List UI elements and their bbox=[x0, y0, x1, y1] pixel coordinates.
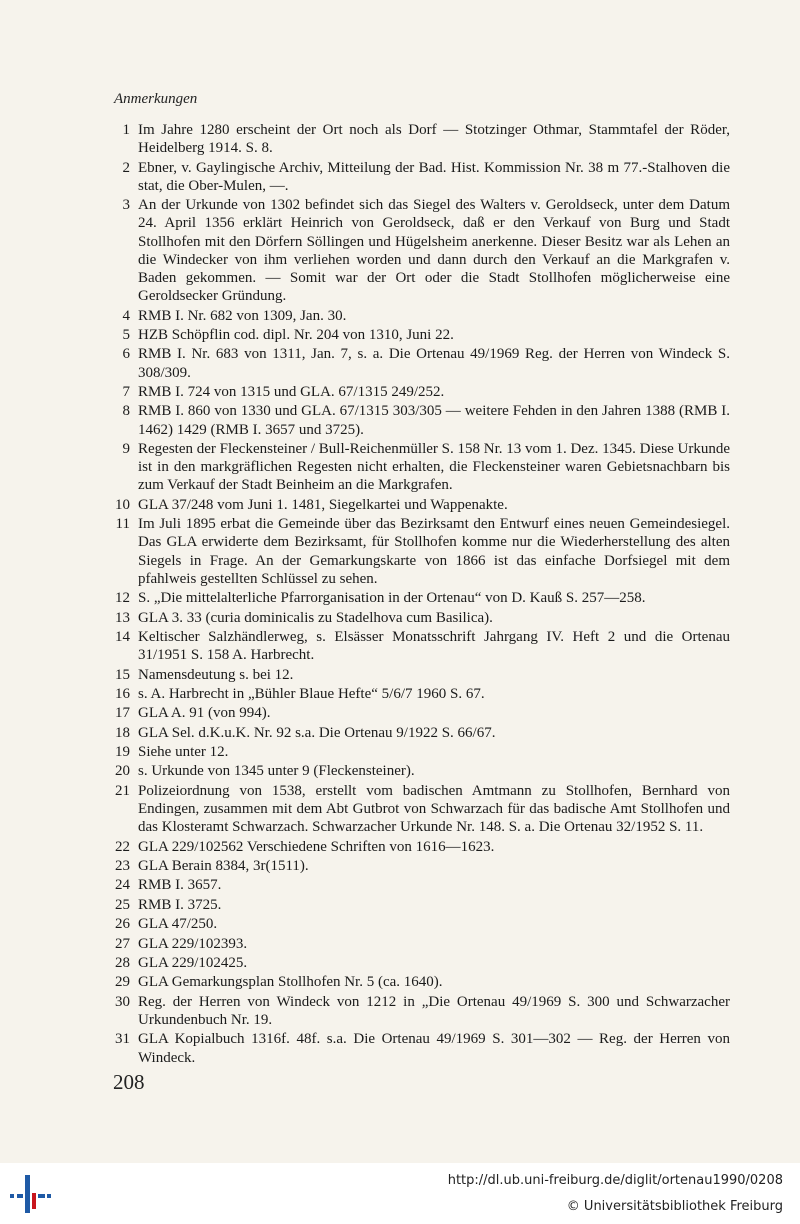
footnote-text: GLA Gemarkungsplan Stollhofen Nr. 5 (ca. 1640). bbox=[138, 974, 443, 991]
footnote-text: GLA 229/102425. bbox=[138, 955, 248, 971]
footnote-text: RMB I. 3657. bbox=[138, 877, 222, 894]
footnote-number: 29 bbox=[115, 974, 130, 991]
footnote bbox=[108, 307, 730, 325]
footnote bbox=[108, 857, 730, 875]
footnote bbox=[108, 993, 730, 1029]
footnote bbox=[108, 915, 730, 933]
footnote-text: Polizeiordnung von 1538, erstellt vom badischen Amtmann zu Stollhofen, Bernhard von Endingen, zusammen mit dem Abt Gutbrot von Schwarzach für das badische Amt Stollhofen und das Klosteramt Schwarzach. Schwarzacher Urkunde Nr. 148. S. a. Die Ortenau 32/1952 S. 11. bbox=[138, 782, 730, 836]
footnote-text: RMB I. 860 von 1330 und GLA. 67/1315 303/305 — weitere Fehden in den Jahren 1388 (RMB I. 1462) 1429 (RMB I. 3657 und 3725). bbox=[138, 403, 730, 438]
footnote-number: 21 bbox=[115, 782, 130, 799]
footnote-text: GLA 3. 33 (curia dominicalis zu Stadelhova cum Basilica). bbox=[138, 609, 493, 626]
footnote-number: 9 bbox=[122, 440, 130, 457]
footnote-number: 12 bbox=[115, 590, 130, 607]
footnote-text: Regesten der Fleckensteiner / Bull-Reichenmüller S. 158 Nr. 13 vom 1. Dez. 1345. Diese Urkunde ist in den markgräflichen Regesten nicht erhalten, die Fleckensteiner waren Gebietsnachbarn bis zum Verkauf der Stadt Beinheim an die Markgrafen. bbox=[138, 440, 730, 494]
footnote bbox=[108, 1030, 730, 1066]
footnote-number: 1 bbox=[122, 122, 130, 138]
footnote-number: 18 bbox=[115, 724, 130, 741]
footnote-text: Im Juli 1895 erbat die Gemeinde über das Bezirksamt den Entwurf eines neuen Gemeindesiegel. Das GLA erwiderte dem Bezirksamt, für Stollhofen komme nur die Wiederherstellung des alten Siegels in Frage. An der Gemarkungskarte von 1866 ist das einfache Dorfsiegel mit dem pfahlweis gestellten Schlüssel zu sehen. bbox=[138, 516, 730, 587]
footnote-text: An der Urkunde von 1302 befindet sich das Siegel des Walters v. Geroldseck, unter dem Datum 24. April 1356 erklärt Heinrich von Geroldseck, daß er den Verkauf von Burg und Stadt Stollhofen mit den Dörfern Söllingen und Hügelsheim anerkenne. Dieser Besitz war als Lehen an die Windecker von ihm verliehen worden und dann durch den Verkauf an die Markgrafen v. Baden gekommen. — Somit war der Ort oder die Stadt Stollhofen möglicherweise eine Geroldsecker Gründung. bbox=[138, 197, 730, 305]
footnote bbox=[108, 666, 730, 684]
footnote-text: GLA 229/102562 Verschiedene Schriften von 1616—1623. bbox=[138, 838, 495, 855]
library-logo-icon bbox=[8, 1171, 52, 1215]
footnote bbox=[108, 782, 730, 837]
footnote-number: 4 bbox=[122, 307, 130, 324]
footnote-number: 20 bbox=[115, 763, 130, 780]
footnote bbox=[108, 515, 730, 588]
footnote-number: 10 bbox=[115, 496, 130, 513]
footnote-number: 15 bbox=[115, 666, 130, 683]
footnote-number: 5 bbox=[122, 326, 130, 343]
footnote bbox=[108, 724, 730, 742]
footnote-text: s. Urkunde von 1345 unter 9 (Fleckensteiner). bbox=[138, 763, 415, 780]
footnote-text: Im Jahre 1280 erscheint der Ort noch als Dorf — Stotzinger Othmar, Stammtafel der Röder, Heidelberg 1914. S. 8. bbox=[138, 122, 730, 157]
footnote-text: HZB Schöpflin cod. dipl. Nr. 204 von 1310, Juni 22. bbox=[138, 326, 454, 343]
footnote-number: 8 bbox=[122, 403, 130, 420]
footnote-number: 19 bbox=[115, 744, 130, 761]
footnote-text: Reg. der Herren von Windeck von 1212 in „Die Ortenau 49/1969 S. 300 und Schwarzacher Urkundenbuch Nr. 19. bbox=[138, 993, 730, 1028]
footnote bbox=[108, 121, 730, 157]
footnote-number: 23 bbox=[115, 858, 130, 875]
footnote bbox=[108, 762, 730, 780]
footnote-number: 22 bbox=[115, 838, 130, 855]
footnote-number: 25 bbox=[115, 896, 130, 913]
footnote-number: 24 bbox=[115, 877, 130, 894]
footnote-number: 2 bbox=[122, 159, 130, 176]
footnote-text: RMB I. Nr. 683 von 1311, Jan. 7, s. a. Die Ortenau 49/1969 Reg. der Herren von Windeck S. 308/309. bbox=[138, 346, 730, 381]
footnote-text: GLA Sel. d.K.u.K. Nr. 92 s.a. Die Ortenau 9/1922 S. 66/67. bbox=[138, 724, 496, 741]
footnote bbox=[108, 935, 730, 953]
footnote-text: GLA 37/248 vom Juni 1. 1481, Siegelkartei und Wappenakte. bbox=[138, 496, 508, 513]
footnote-text: RMB I. Nr. 682 von 1309, Jan. 30. bbox=[138, 307, 347, 324]
copyright-notice: © Universitätsbibliothek Freiburg bbox=[566, 1199, 783, 1214]
footnote-text: GLA 47/250. bbox=[138, 916, 218, 933]
footnote-number: 17 bbox=[115, 705, 130, 722]
footnote-number: 30 bbox=[115, 993, 130, 1010]
footnote bbox=[108, 704, 730, 722]
footnote bbox=[108, 496, 730, 514]
page-number: 208 bbox=[113, 1070, 145, 1094]
footnote bbox=[108, 743, 730, 761]
footnote-text: RMB I. 3725. bbox=[138, 896, 222, 913]
footnote-text: Ebner, v. Gaylingische Archiv, Mitteilung der Bad. Hist. Kommission Nr. 38 m 77.-Stalhoven die stat, die Ober-Mulen, —. bbox=[138, 159, 730, 194]
footnote-number: 16 bbox=[115, 685, 130, 702]
footnote-number: 14 bbox=[115, 628, 130, 645]
footnote bbox=[108, 326, 730, 344]
footnote-number: 6 bbox=[122, 346, 130, 363]
footnote-number: 7 bbox=[122, 383, 130, 400]
footnote-text: s. A. Harbrecht in „Bühler Blaue Hefte“ 5/6/7 1960 S. 67. bbox=[138, 685, 485, 702]
footnote-text: Namensdeutung s. bei 12. bbox=[138, 666, 294, 683]
footnote bbox=[108, 973, 730, 991]
footnote bbox=[108, 383, 730, 401]
footnote bbox=[108, 345, 730, 381]
footnote-text: RMB I. 724 von 1315 und GLA. 67/1315 249/252. bbox=[138, 383, 445, 400]
footnote-text: S. „Die mittelalterliche Pfarrorganisation in der Ortenau“ von D. Kauß S. 257—258. bbox=[138, 590, 646, 607]
footnote-number: 26 bbox=[115, 916, 130, 933]
footnote-text: GLA Kopialbuch 1316f. 48f. s.a. Die Ortenau 49/1969 S. 301—302 — Reg. der Herren von Windeck. bbox=[138, 1031, 730, 1066]
footnote bbox=[108, 609, 730, 627]
section-heading: Anmerkungen bbox=[114, 91, 198, 107]
notes-list bbox=[108, 121, 730, 1068]
footnote bbox=[108, 402, 730, 438]
document-url[interactable]: http://dl.ub.uni-freiburg.de/diglit/ortenau1990/0208 bbox=[447, 1173, 783, 1188]
footnote bbox=[108, 896, 730, 914]
footnote bbox=[108, 628, 730, 664]
footnote-text: GLA Berain 8384, 3r(1511). bbox=[138, 858, 309, 875]
footnote bbox=[108, 589, 730, 607]
footnote-number: 13 bbox=[115, 609, 130, 626]
footnote bbox=[108, 685, 730, 703]
footnote bbox=[108, 876, 730, 894]
footnote-number: 11 bbox=[115, 516, 130, 533]
footnote-text: Siehe unter 12. bbox=[138, 744, 229, 761]
footnote bbox=[108, 954, 730, 972]
footnote-text: GLA A. 91 (von 994). bbox=[138, 705, 271, 722]
footnote-text: GLA 229/102393. bbox=[138, 935, 248, 952]
footnote-number: 3 bbox=[122, 197, 130, 214]
footnote bbox=[108, 838, 730, 856]
footnote-number: 27 bbox=[115, 935, 130, 952]
footnote-number: 28 bbox=[115, 955, 130, 971]
footnote bbox=[108, 440, 730, 495]
viewer-footer bbox=[0, 1163, 800, 1224]
footnote bbox=[108, 159, 730, 195]
footnote bbox=[108, 196, 730, 305]
footnote-text: Keltischer Salzhändlerweg, s. Elsässer Monatsschrift Jahrgang IV. Heft 2 und die Ortenau 31/1951 S. 158 A. Harbrecht. bbox=[138, 628, 730, 664]
footnote-number: 31 bbox=[115, 1031, 130, 1048]
